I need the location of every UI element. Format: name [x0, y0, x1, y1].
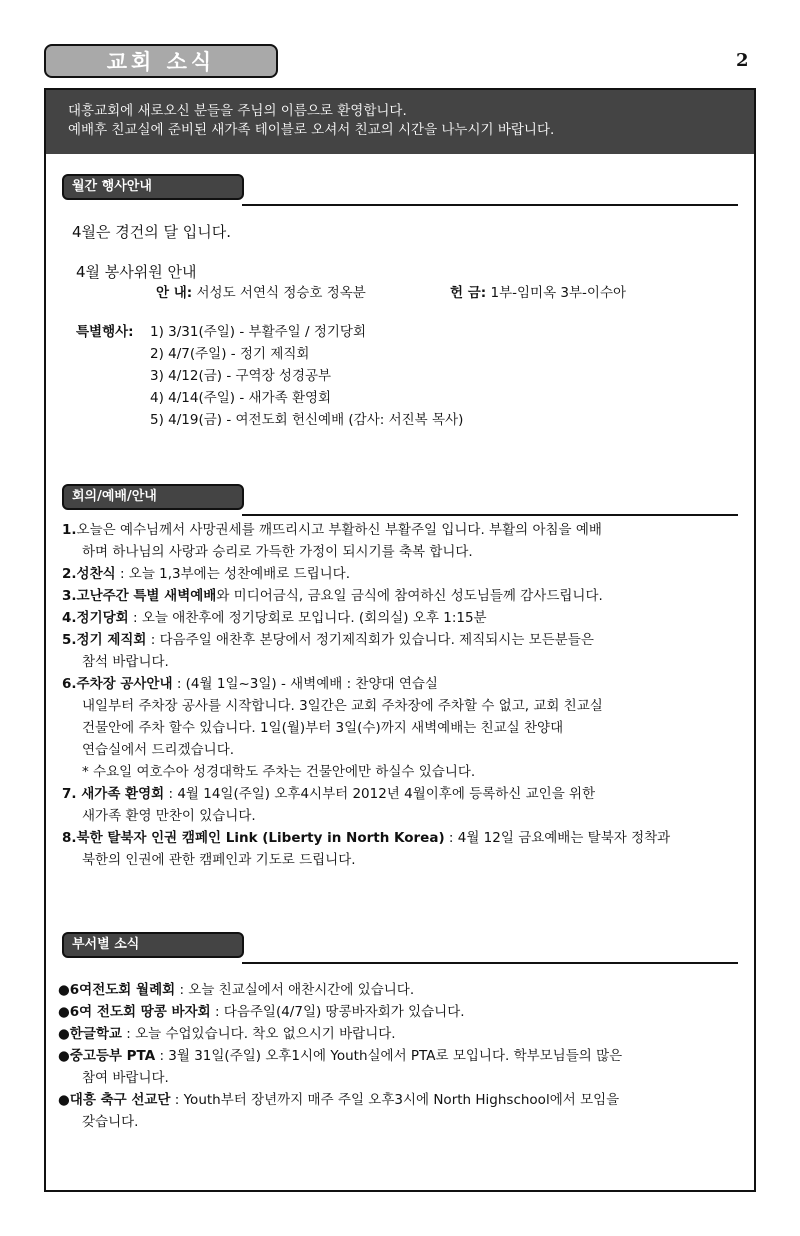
offering-value: 1부-임미옥 3부-이수아: [490, 285, 627, 301]
notice-item: 5.정기 제직회 : 다음주일 애찬후 본당에서 정기제직회가 있습니다. 제직되시는 모든분들은: [62, 632, 594, 648]
section-divider: [242, 962, 738, 964]
welcome-line-2: 예배후 친교실에 준비된 새가족 테이블로 오셔서 친교의 시간을 나누시기 바랍니다.: [68, 122, 555, 138]
guide-value: 서성도 서연식 정승호 정옥분: [196, 285, 366, 301]
page-title-text: 교회 소식: [106, 50, 216, 74]
notice-item-cont: 내일부터 주차장 공사를 시작합니다. 3일간은 교회 주차장에 주차할 수 없고, 교회 친교실: [82, 698, 603, 714]
section-divider: [242, 514, 738, 516]
offering-label: 헌 금:: [450, 285, 487, 301]
welcome-line-1: 대흥교회에 새로오신 분들을 주님의 이름으로 환영합니다.: [68, 103, 407, 119]
page-number: 2: [736, 50, 749, 71]
event-item: 1) 3/31(주일) - 부활주일 / 정기당회: [150, 324, 366, 340]
event-item: 3) 4/12(금) - 구역장 성경공부: [150, 368, 332, 384]
welcome-banner: [46, 90, 754, 154]
events-label: 특별행사:: [76, 324, 134, 340]
volunteers-guide: [156, 283, 366, 303]
dept-item-cont: 갖습니다.: [82, 1114, 139, 1130]
dept-item-cont: 참여 바랍니다.: [82, 1070, 169, 1086]
guide-label: 안 내:: [156, 285, 193, 301]
event-item: 5) 4/19(금) - 여전도회 헌신예배 (감사: 서진복 목사): [150, 412, 464, 428]
event-item: 4) 4/14(주일) - 새가족 환영회: [150, 390, 332, 406]
notice-item: 7. 새가족 환영회 : 4월 14일(주일) 오후4시부터 2012년 4월이후에 등록하신 교인을 위한: [62, 786, 596, 802]
event-item: 2) 4/7(주일) - 정기 제직회: [150, 346, 310, 362]
notice-item-cont: 새가족 환영 만찬이 있습니다.: [82, 808, 256, 824]
page-title: [44, 44, 278, 78]
dept-item: ●6여전도회 월례회 : 오늘 친교실에서 애찬시간에 있습니다.: [58, 982, 415, 998]
volunteers-title: 4월 봉사위원 안내: [76, 263, 197, 281]
section-heading-meeting: 회의/예배/안내: [62, 484, 244, 510]
content-frame: [44, 88, 756, 1192]
notice-item-cont: 하며 하나님의 사랑과 승리로 가득한 가정이 되시기를 축복 합니다.: [82, 544, 473, 560]
monthly-theme: 4월은 경건의 달 입니다.: [72, 223, 232, 241]
dept-item: ●중고등부 PTA : 3월 31일(주일) 오후1시에 Youth실에서 PTA로 모입니다. 학부모님들의 많은: [58, 1048, 623, 1064]
notice-item: 4.정기당회 : 오늘 애찬후에 정기당회로 모입니다. (회의실) 오후 1:15분: [62, 610, 487, 626]
section-divider: [242, 204, 738, 206]
section-heading-monthly: 월간 행사안내: [62, 174, 244, 200]
notice-item-cont: 건물안에 주차 할수 있습니다. 1일(월)부터 3일(수)까지 새벽예배는 친교실 찬양대: [82, 720, 564, 736]
notice-item-cont: 연습실에서 드리겠습니다.: [82, 742, 235, 758]
notice-item: 3.고난주간 특별 새벽예배와 미디어금식, 금요일 금식에 참여하신 성도님들께 감사드립니다.: [62, 588, 603, 604]
dept-item: ●대흥 축구 선교단 : Youth부터 장년까지 매주 주일 오후3시에 North Highschool에서 모임을: [58, 1092, 620, 1108]
section-heading-dept: 부서별 소식: [62, 932, 244, 958]
notice-item-note: * 수요일 여호수아 성경대학도 주차는 건물안에만 하실수 있습니다.: [82, 764, 476, 780]
notice-item: 1.오늘은 예수님께서 사망권세를 깨뜨리시고 부활하신 부활주일 입니다. 부활의 아침을 예배: [62, 522, 602, 538]
notice-item: 2.성찬식 : 오늘 1,3부에는 성찬예배로 드립니다.: [62, 566, 350, 582]
notice-item-cont: 북한의 인권에 관한 캠페인과 기도로 드립니다.: [82, 852, 356, 868]
notice-item: 6.주차장 공사안내 : (4월 1일~3일) - 새벽예배 : 찬양대 연습실: [62, 676, 438, 692]
notice-item: 8.북한 탈북자 인권 캠페인 Link (Liberty in North Korea) : 4월 12일 금요예배는 탈북자 정착과: [62, 830, 671, 846]
notice-item-cont: 참석 바랍니다.: [82, 654, 169, 670]
dept-item: ●한글학교 : 오늘 수업있습니다. 착오 없으시기 바랍니다.: [58, 1026, 396, 1042]
volunteers-offering: [450, 283, 626, 303]
dept-item: ●6여 전도회 땅콩 바자회 : 다음주일(4/7일) 땅콩바자회가 있습니다.: [58, 1004, 465, 1020]
